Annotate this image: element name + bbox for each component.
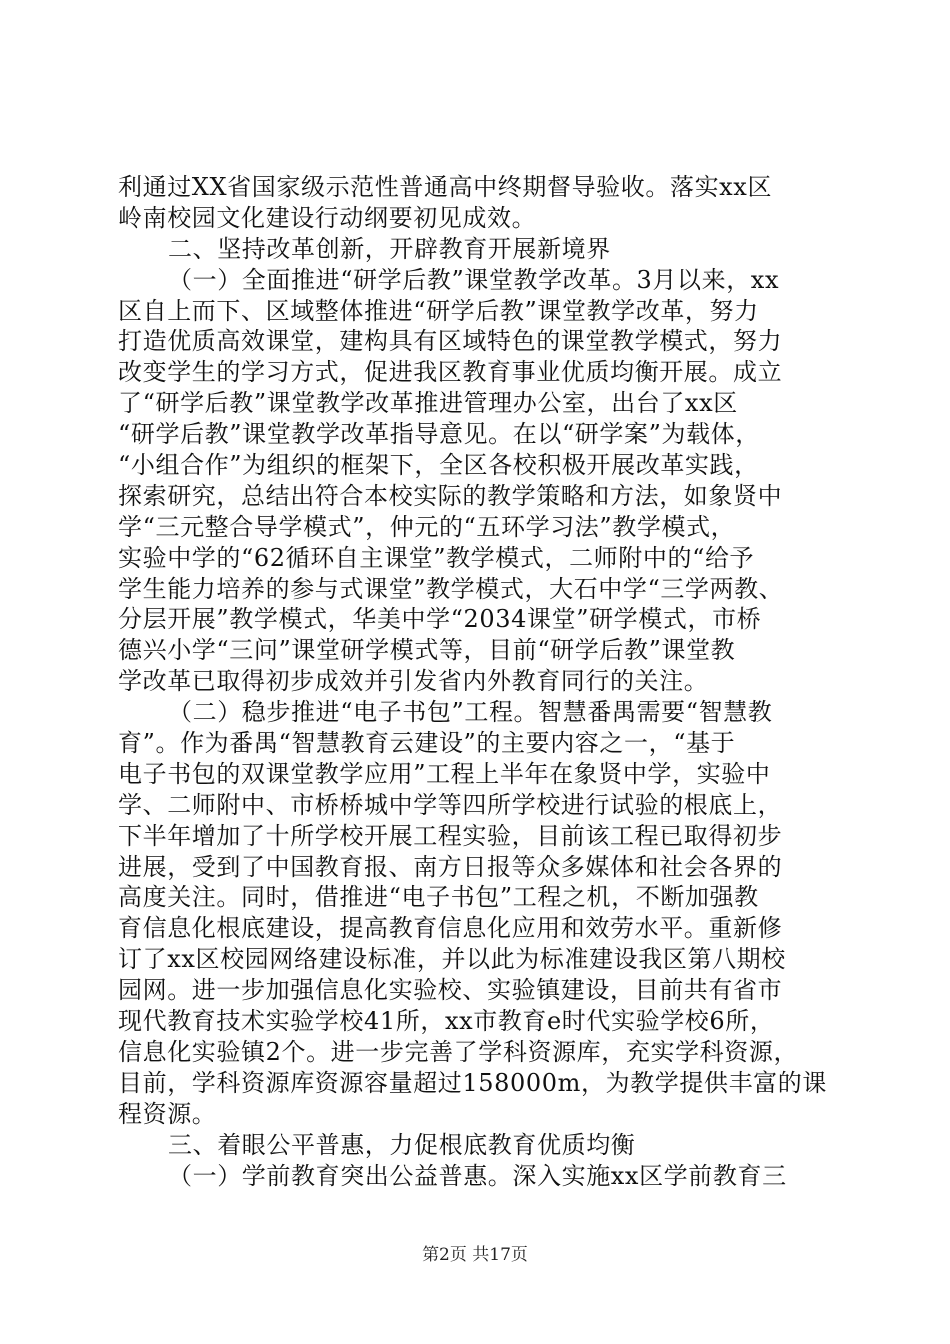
body-line: 区自上而下、区域整体推进“研学后教”课堂教学改革，努力 bbox=[118, 296, 759, 325]
page-number-footer: 第2页 共17页 bbox=[422, 1245, 528, 1265]
body-line: 打造优质高效课堂，建构具有区域特色的课堂教学模式，努力 bbox=[118, 327, 783, 356]
body-line: 改变学生的学习方式，促进我区教育事业优质均衡开展。成立 bbox=[118, 358, 783, 387]
body-line: 目前，学科资源库资源容量超过158000m，为教学提供丰富的课 bbox=[118, 1068, 827, 1097]
body-line: “研学后教”课堂教学改革指导意见。在以“研学案”为载体， bbox=[118, 420, 760, 449]
section-heading: 三、着眼公平普惠，力促根底教育优质均衡 bbox=[168, 1130, 636, 1159]
body-line: 岭南校园文化建设行动纲要初见成效。 bbox=[118, 203, 537, 232]
body-line: 德兴小学“三问”课堂研学模式等，目前“研学后教”课堂教 bbox=[118, 636, 736, 665]
body-line: 学改革已取得初步成效并引发省内外教育同行的关注。 bbox=[118, 667, 709, 696]
body-line: 进展，受到了中国教育报、南方日报等众多媒体和社会各界的 bbox=[118, 852, 783, 881]
body-line: （一）学前教育突出公益普惠。深入实施xx区学前教育三 bbox=[168, 1161, 787, 1190]
body-line: （一）全面推进“研学后教”课堂教学改革。3月以来，xx bbox=[168, 265, 780, 294]
body-line: 育”。作为番禺“智慧教育云建设”的主要内容之一，“基于 bbox=[118, 729, 736, 758]
body-line: 实验中学的“62循环自主课堂”教学模式，二师附中的“给予 bbox=[118, 543, 755, 572]
body-line: 了“研学后教”课堂教学改革推进管理办公室，出台了xx区 bbox=[118, 389, 738, 418]
body-line: 分层开展”教学模式，华美中学“2034课堂”研学模式，市桥 bbox=[118, 605, 762, 634]
body-line: 程资源。 bbox=[118, 1099, 217, 1128]
body-line: 探索研究，总结出符合本校实际的教学策略和方法，如象贤中 bbox=[118, 481, 783, 510]
body-line: 育信息化根底建设，提高教育信息化应用和效劳水平。重新修 bbox=[118, 914, 783, 943]
body-line: 电子书包的双课堂教学应用”工程上半年在象贤中学，实验中 bbox=[118, 759, 771, 788]
body-line: 学、二师附中、市桥桥城中学等四所学校进行试验的根底上， bbox=[118, 790, 783, 819]
body-line: （二）稳步推进“电子书包”工程。智慧番禺需要“智慧教 bbox=[168, 698, 773, 727]
body-line: 现代教育技术实验学校41所，xx市教育e时代实验学校6所， bbox=[118, 1007, 775, 1036]
body-line: 学生能力培养的参与式课堂”教学模式，大石中学“三学两教、 bbox=[118, 574, 784, 603]
body-line: 订了xx区校园网络建设标准，并以此为标准建设我区第八期校 bbox=[118, 945, 786, 974]
body-line: “小组合作”为组织的框架下，全区各校积极开展改革实践， bbox=[118, 451, 759, 480]
body-line: 园网。进一步加强信息化实验校、实验镇建设，目前共有省市 bbox=[118, 976, 783, 1005]
body-line: 学“三元整合导学模式”，仲元的“五环学习法”教学模式， bbox=[118, 512, 736, 541]
document-body bbox=[118, 172, 842, 1191]
body-line: 高度关注。同时，借推进“电子书包”工程之机，不断加强教 bbox=[118, 883, 759, 912]
body-line: 利通过XX省国家级示范性普通高中终期督导验收。落实xx区 bbox=[118, 173, 773, 201]
section-heading: 二、坚持改革创新，开辟教育开展新境界 bbox=[168, 234, 611, 263]
body-line: 信息化实验镇2个。进一步完善了学科资源库，充实学科资源， bbox=[118, 1037, 799, 1066]
body-line: 下半年增加了十所学校开展工程实验，目前该工程已取得初步 bbox=[118, 821, 783, 850]
